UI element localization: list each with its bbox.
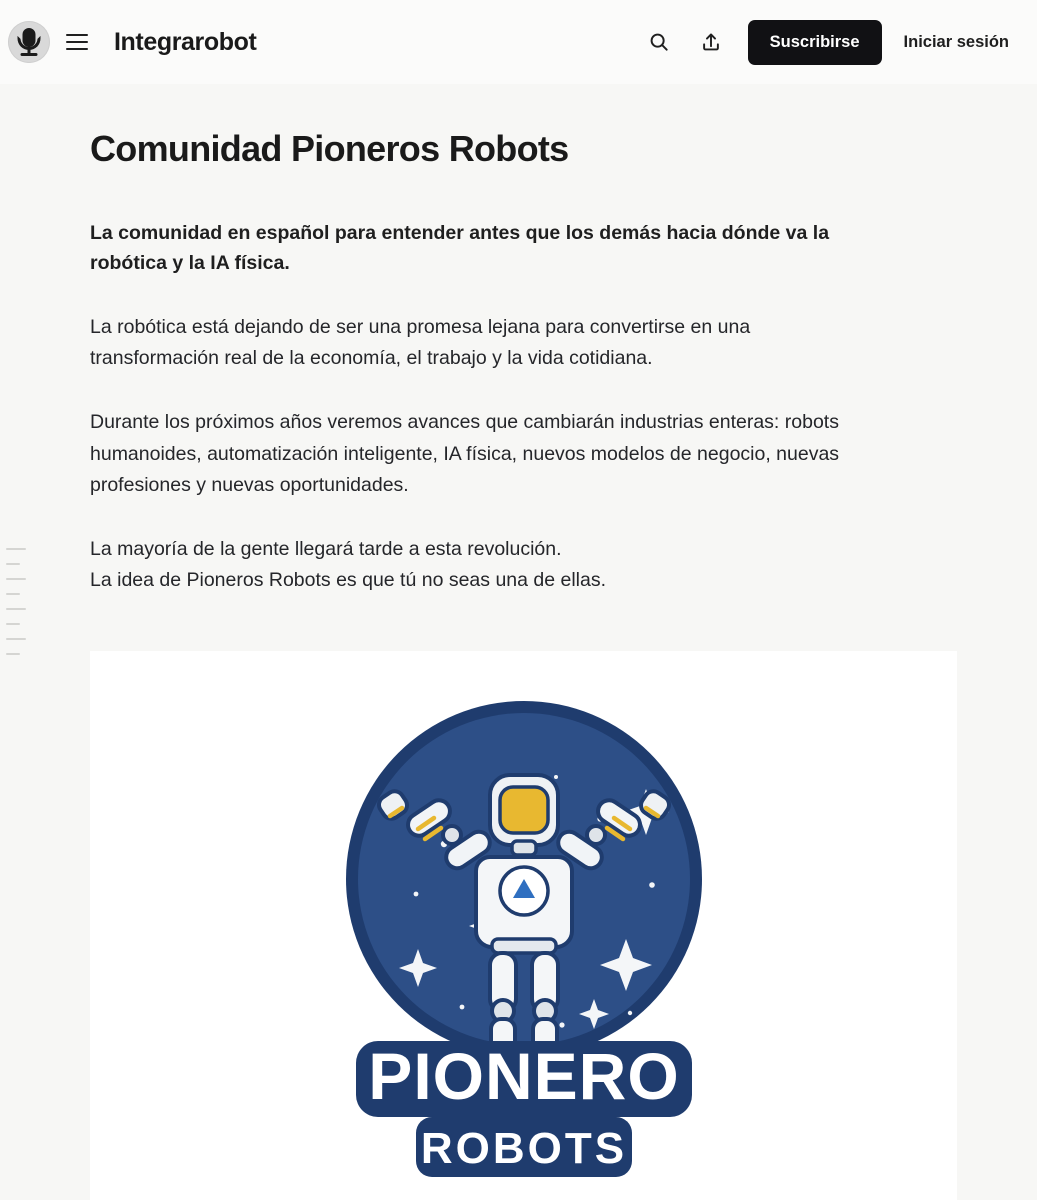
microphone-body-icon bbox=[23, 28, 36, 47]
publication-avatar[interactable] bbox=[8, 21, 50, 63]
pionero-robots-logo-svg bbox=[294, 689, 754, 1200]
article-lead-paragraph: La comunidad en español para entender antes que los demás hacia dónde va la robótica y la IA física. bbox=[90, 222, 830, 274]
robot-visor bbox=[500, 787, 548, 833]
gutter-mark bbox=[6, 623, 20, 625]
search-icon[interactable] bbox=[644, 27, 674, 57]
sign-in-link[interactable]: Iniciar sesión bbox=[903, 32, 1009, 51]
article-figure bbox=[90, 651, 957, 1200]
reading-progress-marks bbox=[6, 548, 28, 668]
nav-right-group bbox=[644, 20, 1009, 65]
gutter-mark bbox=[6, 563, 20, 565]
hamburger-line bbox=[66, 48, 88, 50]
closing-line-1: La mayoría de la gente llegará tarde a esta revolución. bbox=[90, 537, 562, 560]
wordmark-top-text: PIONERO bbox=[367, 1038, 680, 1113]
gutter-mark bbox=[6, 608, 26, 610]
pionero-robots-logo bbox=[294, 689, 754, 1200]
nav-left-group bbox=[8, 21, 256, 63]
article-paragraph-2: Durante los próximos años veremos avances que cambiarán industrias enteras: robots humanoides, automatización inteligente, IA física, nuevos modelos de negocio, nuevas profesiones y nuevas oportunidades. bbox=[90, 411, 840, 497]
article-paragraph-1: La robótica está dejando de ser una promesa lejana para convertirse en una transformación real de la economía, el trabajo y la vida cotidiana. bbox=[90, 315, 751, 370]
hamburger-line bbox=[66, 34, 88, 36]
hamburger-menu-icon[interactable] bbox=[66, 34, 88, 50]
top-navigation-bar bbox=[0, 0, 1037, 84]
subscribe-button[interactable]: Suscribirse bbox=[748, 20, 882, 65]
brand-title[interactable]: Integrarobot bbox=[114, 27, 257, 56]
microphone-base-icon bbox=[21, 53, 38, 56]
gutter-mark bbox=[6, 548, 26, 550]
closing-line-2: La idea de Pioneros Robots es que tú no seas una de ellas. bbox=[90, 569, 607, 592]
gutter-mark bbox=[6, 653, 20, 655]
article-closing-block bbox=[90, 534, 870, 597]
hamburger-line bbox=[66, 41, 88, 43]
gutter-mark bbox=[6, 578, 26, 580]
share-icon[interactable] bbox=[696, 27, 726, 57]
gutter-mark bbox=[6, 638, 26, 640]
gutter-mark bbox=[6, 593, 20, 595]
article-body bbox=[0, 84, 960, 1200]
page-title: Comunidad Pioneros Robots bbox=[90, 128, 569, 169]
wordmark-bottom-text: ROBOTS bbox=[420, 1123, 627, 1173]
